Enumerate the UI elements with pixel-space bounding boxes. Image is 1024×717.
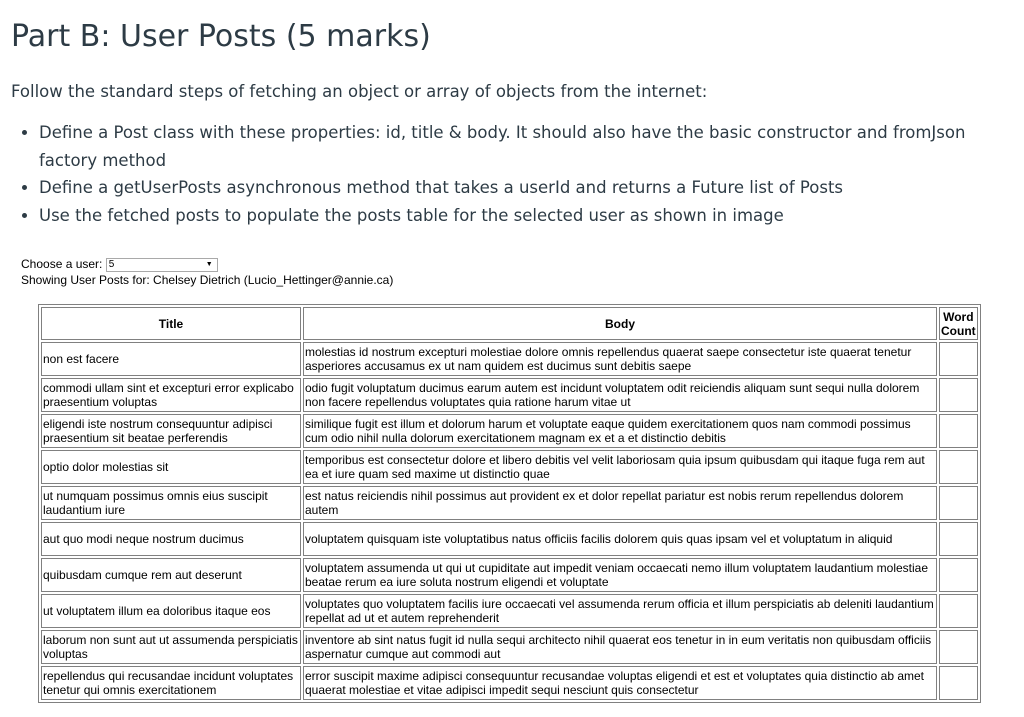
dropdown-arrow-icon: ▼ (205, 260, 213, 268)
demo-panel (21, 256, 991, 697)
table-row (41, 630, 978, 664)
post-body-cell: voluptatem assumenda ut qui ut cupiditate aut impedit veniam occaecati nemo illum voluptatem laudantium molestiae beatae rerum ea iure soluta nostrum eligendi et voluptate (303, 558, 937, 592)
word-count-cell (939, 666, 978, 700)
word-count-cell (939, 414, 978, 448)
post-body-cell: error suscipit maxime adipisci consequuntur recusandae voluptas eligendi et est et voluptates quia distinctio ab amet quaerat molestiae et vitae adipisci impedit sequi nesciunt quis consectetur (303, 666, 937, 700)
table-row (41, 342, 978, 376)
posts-table (38, 304, 981, 703)
word-count-cell (939, 630, 978, 664)
post-title-cell: repellendus qui recusandae incidunt voluptates tenetur qui omnis exercitationem (41, 666, 301, 700)
word-count-header: Word Count (939, 307, 978, 340)
choose-user-label: Choose a user: (21, 257, 103, 271)
page-title: Part B: User Posts (5 marks) (11, 19, 431, 54)
requirement-item: • Use the fetched posts to populate the posts table for the selected user as shown in image (39, 202, 979, 230)
requirement-item: • Define a getUserPosts asynchronous method that takes a userId and returns a Future list of Posts (39, 174, 979, 202)
post-body-cell: odio fugit voluptatum ducimus earum autem est incidunt voluptatem odit reiciendis aliquam sunt sequi nulla dolorem non facere repellendus voluptates quia ratione harum vitae ut (303, 378, 937, 412)
post-title-cell: laborum non sunt aut ut assumenda perspiciatis voluptas (41, 630, 301, 664)
post-body-cell: inventore ab sint natus fugit id nulla sequi architecto nihil quaerat eos tenetur in in eum veritatis non quibusdam officiis aspernatur cumque aut commodi aut (303, 630, 937, 664)
user-select-value: 5 (108, 258, 115, 270)
word-count-cell (939, 594, 978, 628)
post-body-cell: voluptatem quisquam iste voluptatibus natus officiis facilis dolorem quis quas ipsam vel et voluptatum in aliquid (303, 522, 937, 556)
post-title-cell: quibusdam cumque rem aut deserunt (41, 558, 301, 592)
post-body-cell: similique fugit est illum et dolorum harum et voluptate eaque quidem exercitationem quos nam commodi possimus cum odio nihil nulla dolorum exercitationem magnam ex et a et distinctio debitis (303, 414, 937, 448)
table-row (41, 558, 978, 592)
user-chooser (21, 256, 991, 272)
requirement-item: • Define a Post class with these properties: id, title & body. It should also have the basic constructor and fromJson factory method (39, 119, 979, 174)
table-row (41, 486, 978, 520)
post-title-cell: ut voluptatem illum ea doloribus itaque eos (41, 594, 301, 628)
post-title-cell: aut quo modi neque nostrum ducimus (41, 522, 301, 556)
body-header: Body (303, 307, 937, 340)
post-title-cell: non est facere (41, 342, 301, 376)
intro-text: Follow the standard steps of fetching an object or array of objects from the internet: (11, 82, 708, 101)
table-row (41, 450, 978, 484)
word-count-cell (939, 486, 978, 520)
table-row (41, 594, 978, 628)
table-row (41, 378, 978, 412)
requirements-list (0, 119, 979, 229)
post-title-cell: eligendi iste nostrum consequuntur adipisci praesentium sit beatae perferendis (41, 414, 301, 448)
post-body-cell: est natus reiciendis nihil possimus aut provident ex et dolor repellat pariatur est nobis rerum repellendus dolorem autem (303, 486, 937, 520)
post-title-cell: commodi ullam sint et excepturi error explicabo praesentium voluptas (41, 378, 301, 412)
showing-user-text: Showing User Posts for: Chelsey Dietrich (Lucio_Hettinger@annie.ca) (21, 273, 394, 287)
table-row (41, 522, 978, 556)
word-count-cell (939, 378, 978, 412)
table-row (41, 414, 978, 448)
word-count-cell (939, 450, 978, 484)
post-body-cell: molestias id nostrum excepturi molestiae dolore omnis repellendus quaerat saepe consectetur iste quaerat tenetur asperiores accusamus ex ut nam quidem est ducimus sunt debitis saepe (303, 342, 937, 376)
table-row (41, 666, 978, 700)
word-count-cell (939, 558, 978, 592)
word-count-cell (939, 342, 978, 376)
post-title-cell: ut numquam possimus omnis eius suscipit laudantium iure (41, 486, 301, 520)
title-header: Title (41, 307, 301, 340)
user-select[interactable] (106, 258, 218, 272)
post-body-cell: voluptates quo voluptatem facilis iure occaecati vel assumenda rerum officia et illum perspiciatis ab deleniti laudantium repellat ad ut et autem reprehenderit (303, 594, 937, 628)
post-title-cell: optio dolor molestias sit (41, 450, 301, 484)
table-header-row (41, 307, 978, 340)
word-count-cell (939, 522, 978, 556)
post-body-cell: temporibus est consectetur dolore et libero debitis vel velit laboriosam quia ipsum quibusdam qui itaque fuga rem aut ea et iure quam sed maxime ut distinctio quae (303, 450, 937, 484)
